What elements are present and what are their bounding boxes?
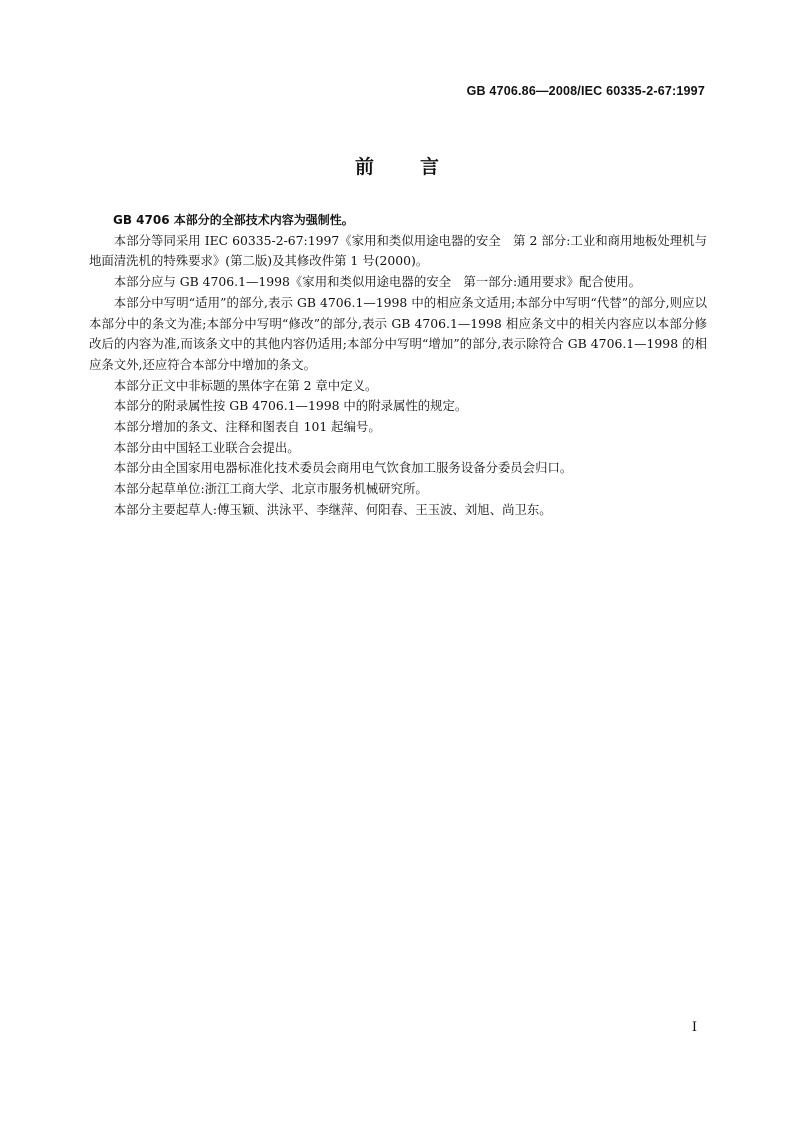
- foreword-body: [89, 210, 707, 521]
- page-number: I: [691, 1020, 697, 1035]
- paragraph-adoption: 本部分等同采用 IEC 60335-2-67:1997《家用和类似用途电器的安全 第 2 部分:工业和商用地板处理机与地面清洗机的特殊要求》(第二版)及其修改件第 1 号(2000)。: [89, 232, 707, 269]
- paragraph-annex: 本部分的附录属性按 GB 4706.1—1998 中的附录属性的规定。: [113, 398, 468, 414]
- paragraph-drafting-units: 本部分起草单位:浙江工商大学、北京市服务机械研究所。: [113, 481, 428, 497]
- paragraph-committee: 本部分由全国家用电器标准化技术委员会商用电气饮食加工服务设备分委员会归口。: [113, 460, 573, 476]
- paragraph-bold-definition: 本部分正文中非标题的黑体字在第 2 章中定义。: [113, 377, 378, 393]
- page-title: 前言: [354, 156, 485, 178]
- paragraph-numbering: 本部分增加的条文、注释和图表自 101 起编号。: [113, 419, 381, 435]
- paragraph-drafters: 本部分主要起草人:傅玉颖、洪泳平、李继萍、何阳春、王玉波、刘旭、尚卫东。: [113, 501, 552, 517]
- paragraph-proposer: 本部分由中国轻工业联合会提出。: [113, 439, 300, 455]
- paragraph-usage: 本部分应与 GB 4706.1—1998《家用和类似用途电器的安全 第一部分:通用要求》配合使用。: [113, 274, 642, 290]
- paragraph-terms: 本部分中写明“适用”的部分,表示 GB 4706.1—1998 中的相应条文适用;本部分中写明“代替”的部分,则应以本部分中的条文为准;本部分中写明“修改”的部分,表示 GB 4706.1—1998 相应条文中的相关内容应以本部分修改后的内容为准,而该条文中的其他内容仍适用;本部分中写明“增加”的部分,表示除符合 GB 4706.1—1998 的相应条文外,还应符合本部分中增加的条文。: [89, 294, 707, 372]
- standard-code: GB 4706.86—2008/IEC 60335-2-67:1997: [466, 84, 705, 98]
- paragraph-mandatory: GB 4706 本部分的全部技术内容为强制性。: [113, 213, 354, 227]
